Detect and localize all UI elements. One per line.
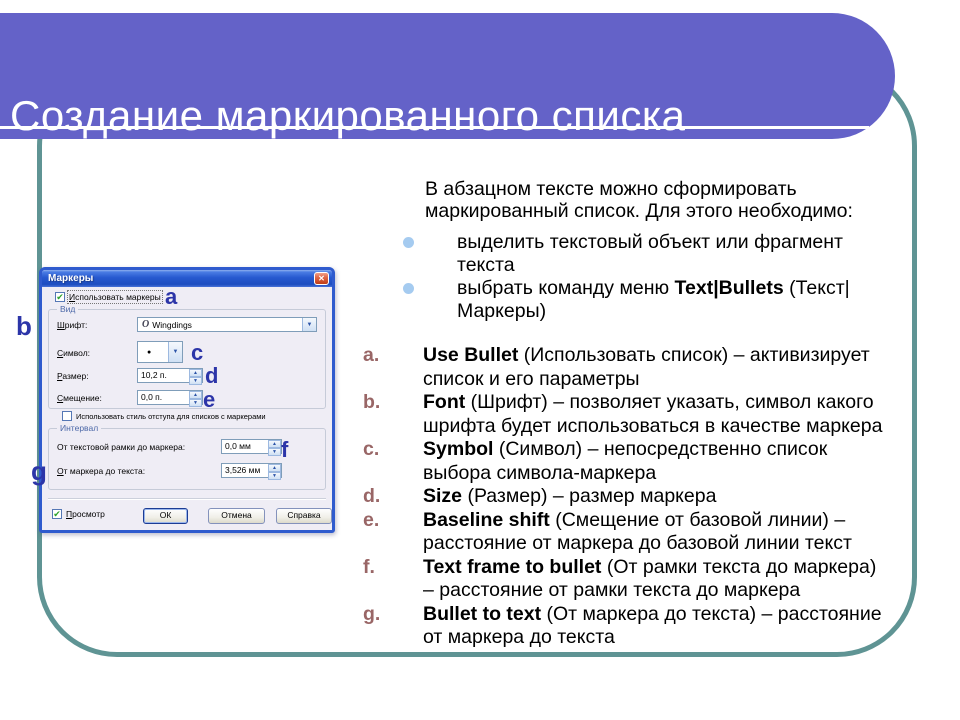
annotation-d: d (205, 363, 219, 388)
bullet-to-text-value: 3,526 мм (225, 465, 261, 475)
annotation-c: c (191, 340, 204, 365)
bullet-text-line1: выделить текстовый объект или фрагмент (457, 231, 843, 253)
indent-style-label: Использовать стиль отступа для списков с маркерами (76, 411, 266, 421)
interval-group-label: Интервал (57, 423, 101, 433)
annotation-a: a (165, 284, 178, 309)
size-spinner[interactable] (137, 368, 203, 383)
view-groupbox (48, 304, 326, 412)
item-letter: d. (363, 485, 381, 507)
spin-down-icon[interactable]: ▼ (268, 472, 281, 480)
font-label: Шрифт: (57, 320, 88, 330)
bullet-to-text-spinner[interactable] (221, 463, 282, 478)
bullet-list (457, 231, 907, 323)
annotation-b: b (16, 311, 32, 341)
bullet-to-text-label: От маркера до текста: (57, 466, 146, 476)
item-letter: b. (363, 391, 381, 413)
item-letter: f. (363, 555, 375, 578)
item-letter: g. (363, 602, 381, 625)
list-item: d. Size (Размер) – размер маркера (363, 485, 717, 507)
dialog-titlebar[interactable] (42, 270, 332, 287)
intro-paragraph: В абзацном тексте можно сформировать маркированный список. Для этого необходимо: (425, 178, 853, 222)
divider (48, 498, 326, 500)
symbol-select[interactable] (137, 341, 183, 363)
bullets-dialog (39, 267, 335, 533)
close-icon[interactable]: ✕ (314, 272, 329, 285)
list-item: b. Font (Шрифт) – позволяет указать, символ какого шрифта будет использоваться в качестве маркера (363, 391, 883, 437)
list-item: f. Text frame to bullet (От рамки текста до маркера) – расстояние от рамки текста до маркера (363, 555, 877, 601)
spin-down-icon[interactable]: ▼ (189, 399, 202, 407)
list-item: c. Symbol (Символ) – непосредственно список выбора символа-маркера (363, 438, 828, 484)
view-group-label: Вид (57, 304, 78, 314)
preview-label: Просмотр (66, 509, 105, 519)
symbol-label: Символ: (57, 348, 91, 358)
item-letter: a. (363, 344, 380, 366)
page-title: Создание маркированного списка (10, 92, 686, 139)
indent-style-checkbox[interactable] (62, 411, 266, 421)
spin-up-icon[interactable]: ▲ (189, 369, 202, 377)
list-item: g. Bullet to text (От маркера до текста) – расстояние от маркера до текста (363, 602, 882, 648)
frame-to-bullet-label: От текстовой рамки до маркера: (57, 442, 186, 452)
list-item: e. Baseline shift (Смещение от базовой линии) – расстояние от маркера до базовой линии текст (363, 508, 852, 554)
list-item: a. Use Bullet (Использовать список) – активизирует список и его параметры (363, 344, 870, 390)
preview-checkbox[interactable] (52, 509, 105, 519)
bullet-dot-icon (403, 237, 414, 248)
list-item (457, 277, 907, 323)
annotation-f: f (281, 437, 289, 462)
spin-up-icon[interactable]: ▲ (189, 391, 202, 399)
use-bullets-label: Использовать маркеры (69, 292, 161, 302)
checkbox-unchecked-icon[interactable] (62, 411, 72, 421)
opentype-font-icon: O (142, 319, 150, 330)
chevron-down-icon[interactable]: ▼ (302, 318, 316, 331)
chevron-down-icon[interactable]: ▼ (168, 342, 182, 362)
cancel-button[interactable]: Отмена (208, 508, 265, 524)
shift-value: 0,0 п. (141, 392, 163, 402)
frame-to-bullet-spinner[interactable] (221, 439, 282, 454)
symbol-select-value: ● (147, 348, 152, 356)
font-select-value: Wingdings (152, 319, 192, 330)
spin-down-icon[interactable]: ▼ (189, 377, 202, 385)
bullet-dot-icon (403, 283, 414, 294)
item-letter: e. (363, 508, 380, 531)
checkbox-checked-icon[interactable]: ✔ (53, 509, 61, 519)
help-button[interactable]: Справка (276, 508, 332, 524)
bullet-text-line1: выбрать команду меню Text|Bullets (Текст| (457, 277, 850, 299)
annotation-g: g (31, 456, 47, 486)
spin-up-icon[interactable]: ▲ (268, 464, 281, 472)
size-label: Размер: (57, 371, 89, 381)
shift-spinner[interactable] (137, 390, 203, 405)
shift-label: Смещение: (57, 393, 102, 403)
bullet-text-line2: текста (457, 254, 515, 276)
size-value: 10,2 п. (141, 370, 167, 380)
dialog-title: Маркеры (48, 273, 94, 284)
list-item (457, 231, 907, 277)
frame-to-bullet-value: 0,0 мм (225, 441, 251, 451)
spin-down-icon[interactable]: ▼ (268, 448, 281, 456)
ok-button[interactable]: ОК (143, 508, 188, 524)
lettered-list (363, 344, 928, 650)
bullet-text-line2: Маркеры) (457, 300, 547, 322)
use-bullets-checkbox[interactable] (55, 292, 161, 302)
checkbox-checked-icon[interactable]: ✔ (56, 292, 64, 302)
spin-up-icon[interactable]: ▲ (268, 440, 281, 448)
font-select[interactable] (137, 317, 317, 332)
annotation-e: e (203, 387, 216, 412)
item-letter: c. (363, 438, 380, 460)
